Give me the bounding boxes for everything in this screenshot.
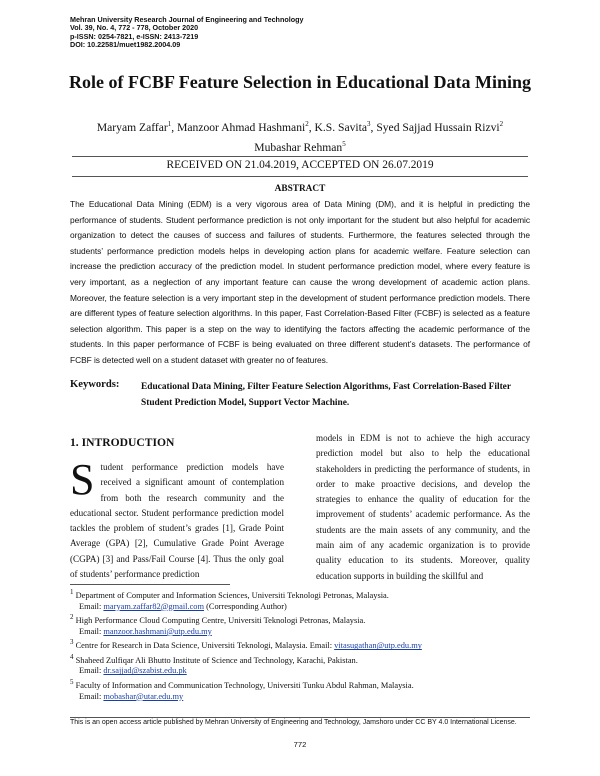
intro-left-column (70, 455, 284, 582)
footnote-5: $^5$ Faculty of Information and Communication Technology, Universiti Tunku Abdul Rahman, Malaysia. Email: mobashar@utar.edu.my (70, 678, 414, 701)
author-name: Maryam Zaffar (96, 120, 168, 134)
drop-cap: S (70, 455, 95, 504)
footnote-3: $^3$ Centre for Research in Data Science, Universiti Teknologi, Malaysia. Email: vitasugathan@utp.edu.my (70, 638, 422, 651)
author-affiliation-mark: 5 (342, 139, 346, 148)
divider-top (72, 156, 528, 157)
journal-header (70, 16, 540, 49)
footnote-4: $^4$ Shaheed Zulfiqar Ali Bhutto Institute of Science and Technology, Karachi, Pakistan. Email: dr.sajjad@szabist.edu.pk (70, 652, 358, 676)
page-number: 772 (293, 740, 307, 749)
email-link[interactable]: manzoor.hashmani@utp.edu.my (103, 626, 212, 636)
author-name: K.S. Savita (314, 120, 368, 134)
abstract-text: The Educational Data Mining (EDM) is a very vigorous area of Data Mining (DM), and it is helpful in predicting the performance of students. Student performance prediction is not only important for the student but also helpful for academic organization to detect the causes of success and failures of students. Furthermore, the features selected through the students’ performance prediction models helps in developing action plans for academic welfare. Feature selection can increase the prediction accuracy of the prediction model. In student performance prediction model, where every feature is very important, as a neglection of any important feature can cause the wrong development of academic action plans. Moreover, the feature selection is a very important step in the development of student performance prediction models. There are different types of feature selection algorithms. In this paper, Fast Correlation-Based Filter (FCBF) is selected as a feature selection algorithm. This paper is a step on the way to identifying the factors affecting the academic performance of the students. In this paper performance of FCBF is being evaluated on three different student’s datasets. The performance of FCBF is detected well on a student dataset with greater no of features. (70, 199, 530, 365)
section-heading-introduction: 1. INTRODUCTION (70, 436, 175, 449)
license-note: This is an open access article published by Mehran University of Engineering and Technology, Jamshoro under CC BY 4.0 International License. (70, 719, 517, 726)
author-name: Syed Sajjad Hussain Rizvi (376, 120, 500, 134)
intro-left-text: tudent performance prediction models have received a significant amount of contemplation from both the research community and the educational sector. Student performance prediction model tackles the problem of student’s grades [1], Grade Point Average (GPA) [2], Cumulative Grade Point Average (CGPA) [3] and Pass/Fail Course [4]. Thus the only goal of students’ performance prediction (70, 462, 284, 580)
author-affiliation-mark: 2 (305, 120, 309, 128)
journal-volume: Vol. 39, No. 4, 772 - 778, October 2020 (70, 23, 199, 33)
intro-right-column: models in EDM is not to achieve the high accuracy prediction model but also to help the educational stakeholders in predicting the performance of students, in order to make proactive decisions, and develop the strategies to enhance the quality of education for the improvement of students’ academic performance. As the students are the main assets of any community, and the main aim of any academic organization is to provide quality education to its students. Moreover, quality education supports in building the skillful and (316, 433, 530, 581)
author-affiliation-mark: 2 (499, 120, 504, 128)
email-link[interactable]: maryam.zaffar82@gmail.com (103, 601, 204, 611)
author-affiliation-mark: 3 (367, 120, 371, 128)
author-name: Mubashar Rehman (254, 140, 343, 154)
received-dates: RECEIVED ON 21.04.2019, ACCEPTED ON 26.07.2019 (166, 159, 434, 171)
divider-bottom (72, 176, 528, 177)
abstract-heading: ABSTRACT (274, 184, 326, 194)
email-link[interactable]: mobashar@utar.edu.my (103, 691, 184, 701)
author-line-1: Maryam Zaffar$^1$, Manzoor Ahmad Hashmani$^2$, K.S. Savita$^3$, Syed Sajjad Hussain Rizvi$^2$ (96, 120, 504, 134)
license-divider (70, 717, 530, 718)
author-name: Manzoor Ahmad Hashmani (177, 120, 306, 134)
author-list (80, 116, 520, 156)
footnote-1: $^1$ Department of Computer and Information Sciences, Universiti Teknologi Petronas, Malaysia. Email: maryam.zaffar82@gmail.com (Corresponding Author) (70, 588, 389, 611)
footnotes (70, 587, 540, 702)
keywords-label: Keywords: (70, 379, 120, 390)
author-line-2 (80, 136, 520, 156)
author-affiliation-mark: 1 (167, 120, 172, 128)
journal-issn: p-ISSN: 0254-7821, e-ISSN: 2413-7219 (70, 31, 199, 41)
journal-doi: DOI: 10.22581/muet1982.2004.09 (70, 39, 181, 49)
journal-name: Mehran University Research Journal of Engineering and Technology (70, 15, 304, 24)
email-link[interactable]: vitasugathan@utp.edu.my (334, 641, 422, 651)
keywords-text: Educational Data Mining, Filter Feature Selection Algorithms, Fast Correlation-Based Filter Student Prediction Model, Support Vector Machine. (141, 382, 511, 408)
email-link[interactable]: dr.sajjad@szabist.edu.pk (103, 666, 187, 676)
footnote-2: $^2$ High Performance Cloud Computing Centre, Universiti Teknologi Petronas, Malaysia. Email: manzoor.hashmani@utp.edu.my (70, 613, 366, 636)
footnote-divider (70, 584, 230, 585)
paper-title: Role of FCBF Feature Selection in Educational Data Mining (69, 72, 531, 92)
